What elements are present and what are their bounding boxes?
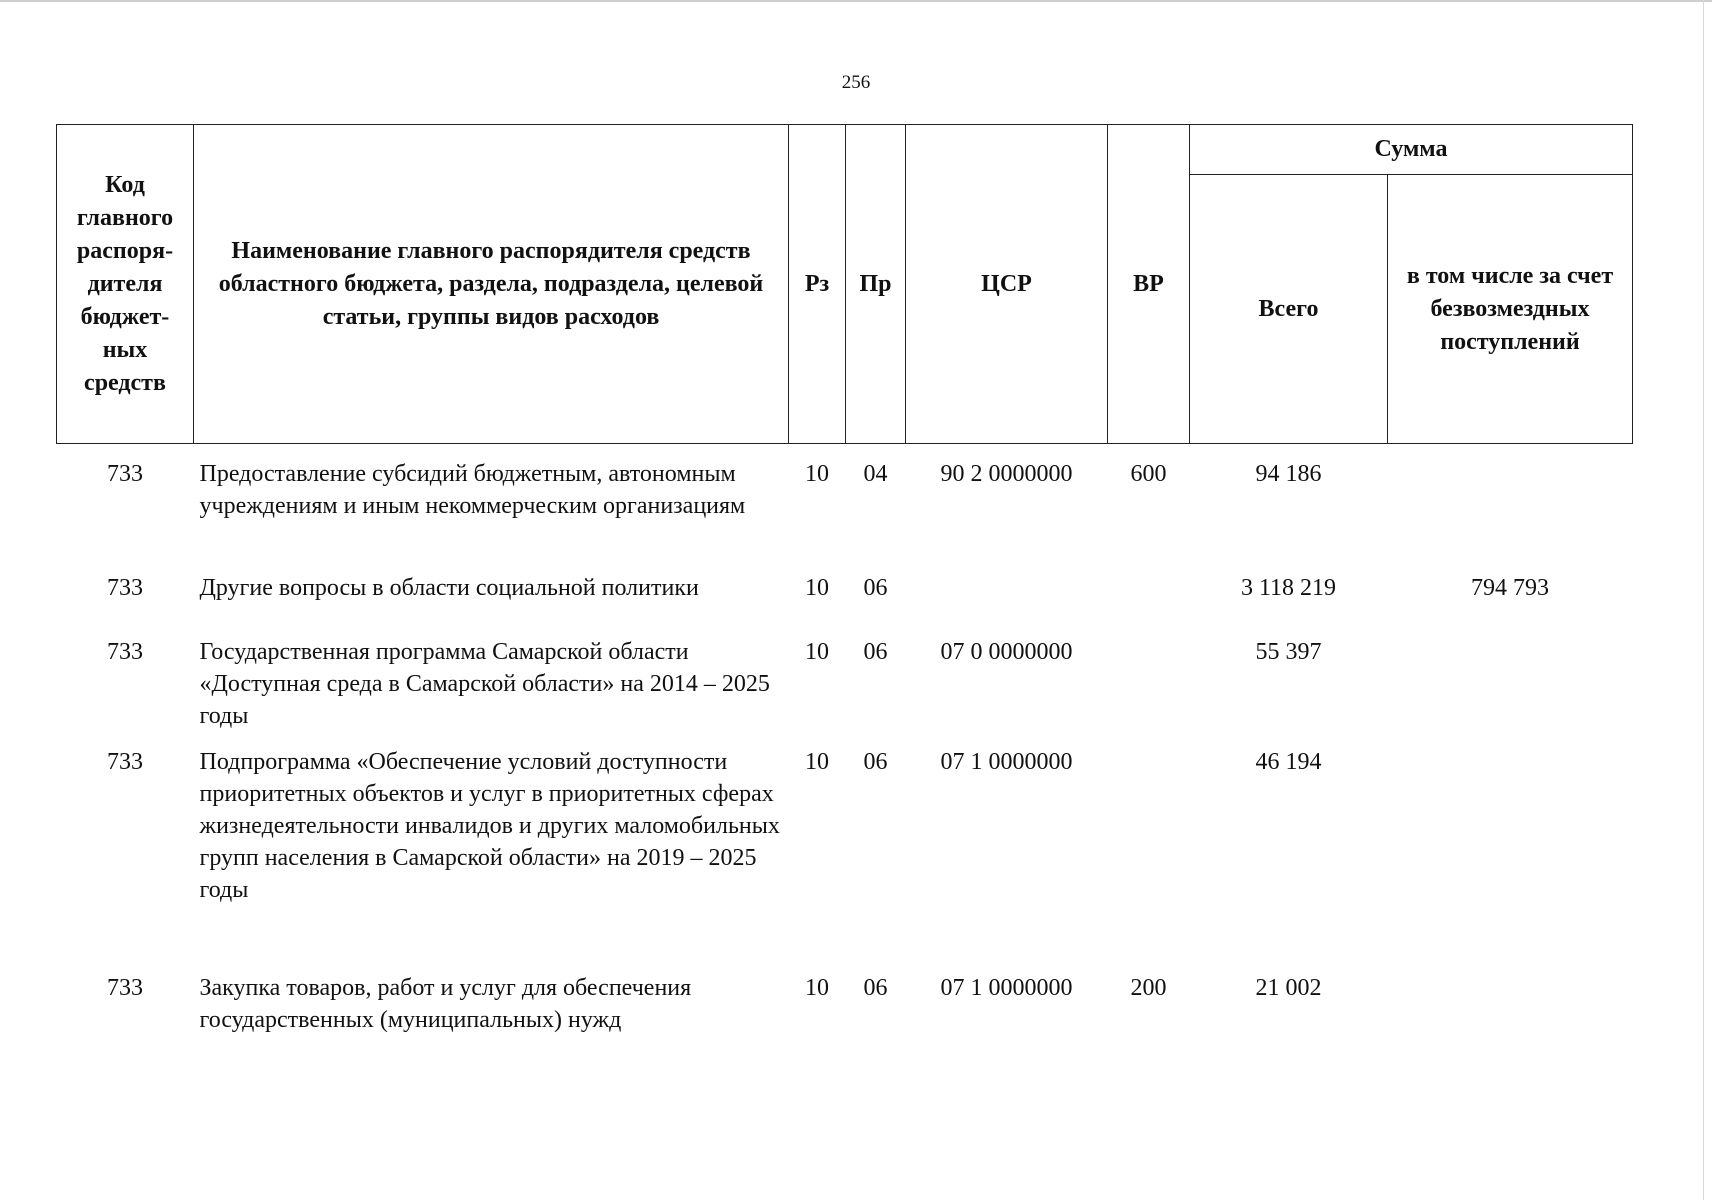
table-row	[57, 572, 1633, 636]
cell-code: 733	[107, 575, 143, 601]
cell-rz: 10	[805, 975, 829, 1001]
scan-edge	[0, 0, 1712, 2]
cell-free: 794 793	[1471, 575, 1549, 601]
cell-total: 46 194	[1255, 749, 1322, 775]
cell-pr: 06	[863, 575, 888, 601]
cell-code: 733	[107, 461, 143, 487]
cell-total: 3 118 219	[1240, 575, 1337, 601]
cell-total: 94 186	[1255, 461, 1322, 487]
cell-rz: 10	[805, 461, 829, 487]
cell-pr: 06	[863, 639, 888, 665]
table-body	[57, 444, 1633, 1073]
scan-edge	[1703, 0, 1704, 1200]
table-row	[57, 458, 1633, 572]
cell-free	[1388, 972, 1633, 1072]
cell-code: 733	[107, 975, 143, 1001]
header-vr: ВР	[1108, 125, 1190, 444]
cell-pr: 06	[863, 749, 888, 775]
cell-rz: 10	[805, 575, 829, 601]
cell-vr: 600	[1130, 461, 1167, 487]
cell-free	[1388, 636, 1633, 746]
header-total: Всего	[1190, 175, 1388, 444]
cell-csr: 90 2 0000000	[940, 461, 1073, 487]
header-rz: Рз	[789, 125, 846, 444]
cell-csr: 07 1 0000000	[940, 975, 1073, 1001]
cell-name: Закупка товаров, работ и услуг для обеспечения государственных (муниципальных) нужд	[199, 975, 692, 1033]
cell-code: 733	[107, 749, 143, 775]
page-number: 256	[841, 72, 871, 93]
header-name: Наименование главного распорядителя средств областного бюджета, раздела, подраздела, целевой статьи, группы видов расходов	[194, 125, 789, 444]
header-pr: Пр	[846, 125, 906, 444]
cell-csr	[906, 572, 1108, 636]
cell-free	[1388, 746, 1633, 972]
cell-vr: 200	[1130, 975, 1167, 1001]
cell-name: Государственная программа Самарской области «Доступная среда в Самарской области» на 2014 – 2025 годы	[199, 639, 770, 729]
cell-csr: 07 1 0000000	[940, 749, 1073, 775]
cell-total: 21 002	[1255, 975, 1322, 1001]
cell-name: Предоставление субсидий бюджетным, автономным учреждениям и иным некоммерческим организациям	[199, 461, 746, 519]
cell-vr	[1108, 636, 1190, 746]
cell-vr	[1108, 572, 1190, 636]
cell-rz: 10	[805, 749, 829, 775]
cell-name: Другие вопросы в области социальной политики	[199, 575, 699, 601]
table-row	[57, 972, 1633, 1072]
cell-free	[1388, 458, 1633, 572]
cell-total: 55 397	[1255, 639, 1322, 665]
header-free: в том числе за счет безвозмездных поступлений	[1388, 175, 1633, 444]
cell-vr	[1108, 746, 1190, 972]
cell-code: 733	[107, 639, 143, 665]
header-csr: ЦСР	[906, 125, 1108, 444]
budget-table	[56, 124, 1633, 1072]
cell-pr: 04	[863, 461, 888, 487]
cell-pr: 06	[863, 975, 888, 1001]
header-sum: Сумма	[1190, 125, 1633, 175]
table-row	[57, 636, 1633, 746]
header-code: Код главного распоря-дителя бюджет-ных средств	[57, 125, 194, 444]
cell-rz: 10	[805, 639, 829, 665]
table-header	[57, 125, 1633, 444]
cell-name: Подпрограмма «Обеспечение условий доступности приоритетных объектов и услуг в приоритетных сферах жизнедеятельности инвалидов и других маломобильных групп населения в Самарской области» на 2019 – 2025 годы	[199, 749, 780, 903]
cell-csr: 07 0 0000000	[940, 639, 1073, 665]
table-row	[57, 746, 1633, 972]
